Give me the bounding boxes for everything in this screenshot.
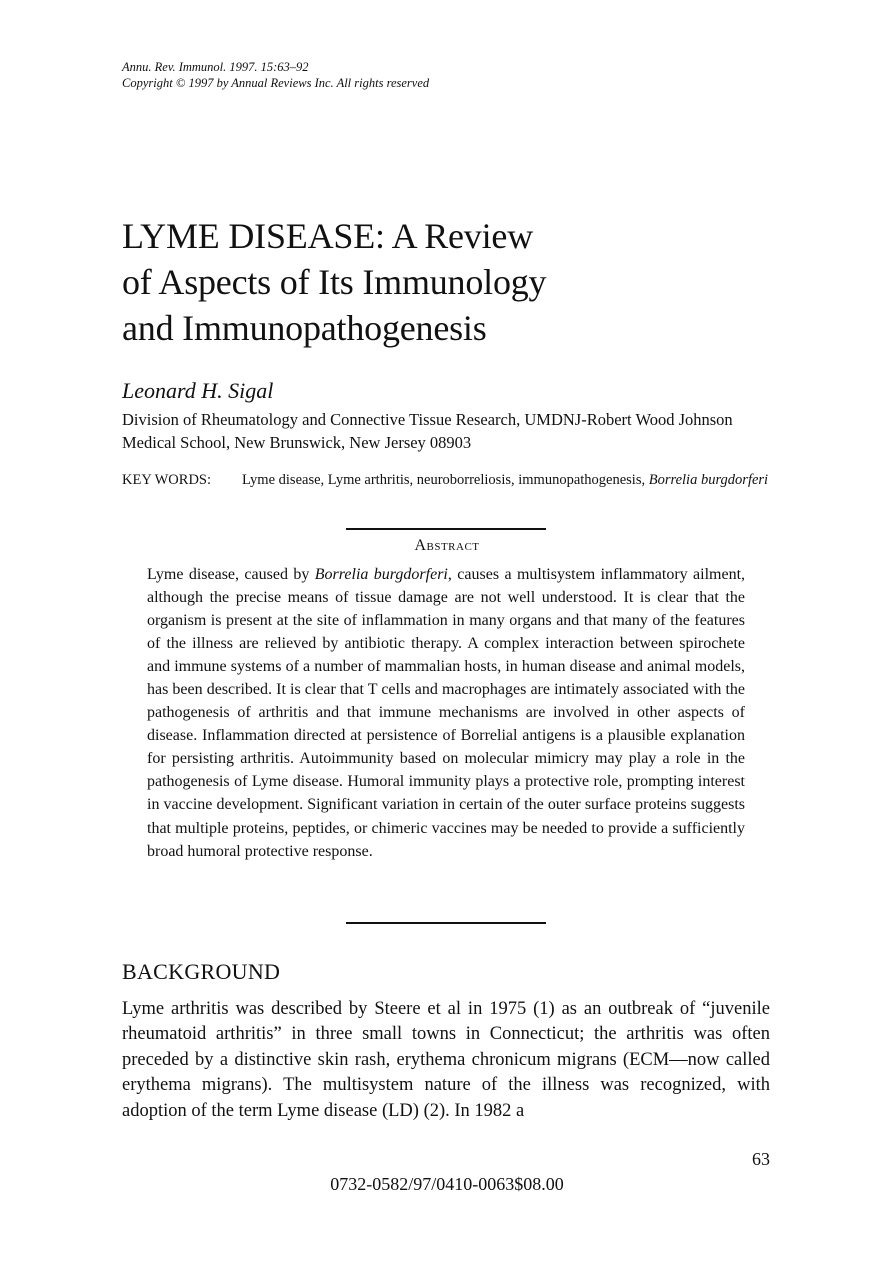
- keywords-list: Lyme disease, Lyme arthritis, neuroborreliosis, immunopathogenesis,: [242, 472, 646, 488]
- title-line-2: of Aspects of Its Immunology: [122, 262, 547, 302]
- abstract-top-rule: [346, 528, 546, 530]
- citation: Annu. Rev. Immunol. 1997. 15:63–92: [122, 60, 309, 74]
- keywords: [122, 471, 772, 490]
- title-line-3: and Immunopathogenesis: [122, 308, 487, 348]
- title-line-1: LYME DISEASE: A Review: [122, 216, 533, 256]
- footer-code: 0732-0582/97/0410-0063$08.00: [330, 1174, 564, 1194]
- section-body: Lyme arthritis was described by Steere et al in 1975 (1) as an outbreak of “juvenile rheumatoid arthritis” in three small towns in Connecticut; the arthritis was often preceded by a distinctive skin rash, erythema chronicum migrans (ECM—now called erythema migrans). The multisystem nature of the illness was recognized, with adoption of the term Lyme disease (LD) (2). In 1982 a: [122, 999, 770, 1121]
- affiliation: Division of Rheumatology and Connective Tissue Research, UMDNJ-Robert Wood Johnson Medical School, New Brunswick, New Jersey 08903: [122, 410, 733, 452]
- abstract-species: Borrelia burgdorferi: [314, 566, 448, 583]
- page-number: 63: [752, 1149, 770, 1169]
- abstract-heading: Abstract: [414, 537, 480, 554]
- abstract-bottom-rule: [346, 922, 546, 924]
- article-title: [122, 213, 546, 351]
- abstract-text: , causes a multisystem inflammatory ailment, although the precise means of tissue damage are not well understood. It is clear that the organism is present at the site of inflammation in many organs and that many of the features of the illness are relieved by antibiotic therapy. A complex interaction between spirochete and immune systems of a number of mammalian hosts, in human disease and animal models, has been described. It is clear that T cells and macrophages are intimately associated with the pathogenesis of arthritis and that immune mechanisms are involved in other aspects of disease. Inflammation directed at persistence of Borrelial antigens is a plausible explanation for persisting arthritis. Autoimmunity based on molecular mimicry may play a role in the pathogenesis of Lyme disease. Humoral immunity plays a protective role, prompting interest in vaccine development. Significant variation in certain of the outer surface proteins suggests that multiple proteins, peptides, or chimeric vaccines may be needed to provide a sufficiently broad humoral protective response.: [147, 566, 746, 860]
- keywords-terms: [242, 471, 772, 490]
- keywords-species: Borrelia burgdorferi: [648, 472, 769, 488]
- journal-header: [122, 59, 429, 91]
- section-heading: BACKGROUND: [122, 959, 281, 984]
- copyright: Copyright © 1997 by Annual Reviews Inc. All rights reserved: [122, 76, 430, 90]
- abstract-body: [147, 563, 745, 863]
- abstract-intro: Lyme disease, caused by: [147, 566, 310, 583]
- author-name: Leonard H. Sigal: [122, 378, 274, 403]
- keywords-label: KEY WORDS:: [122, 472, 212, 488]
